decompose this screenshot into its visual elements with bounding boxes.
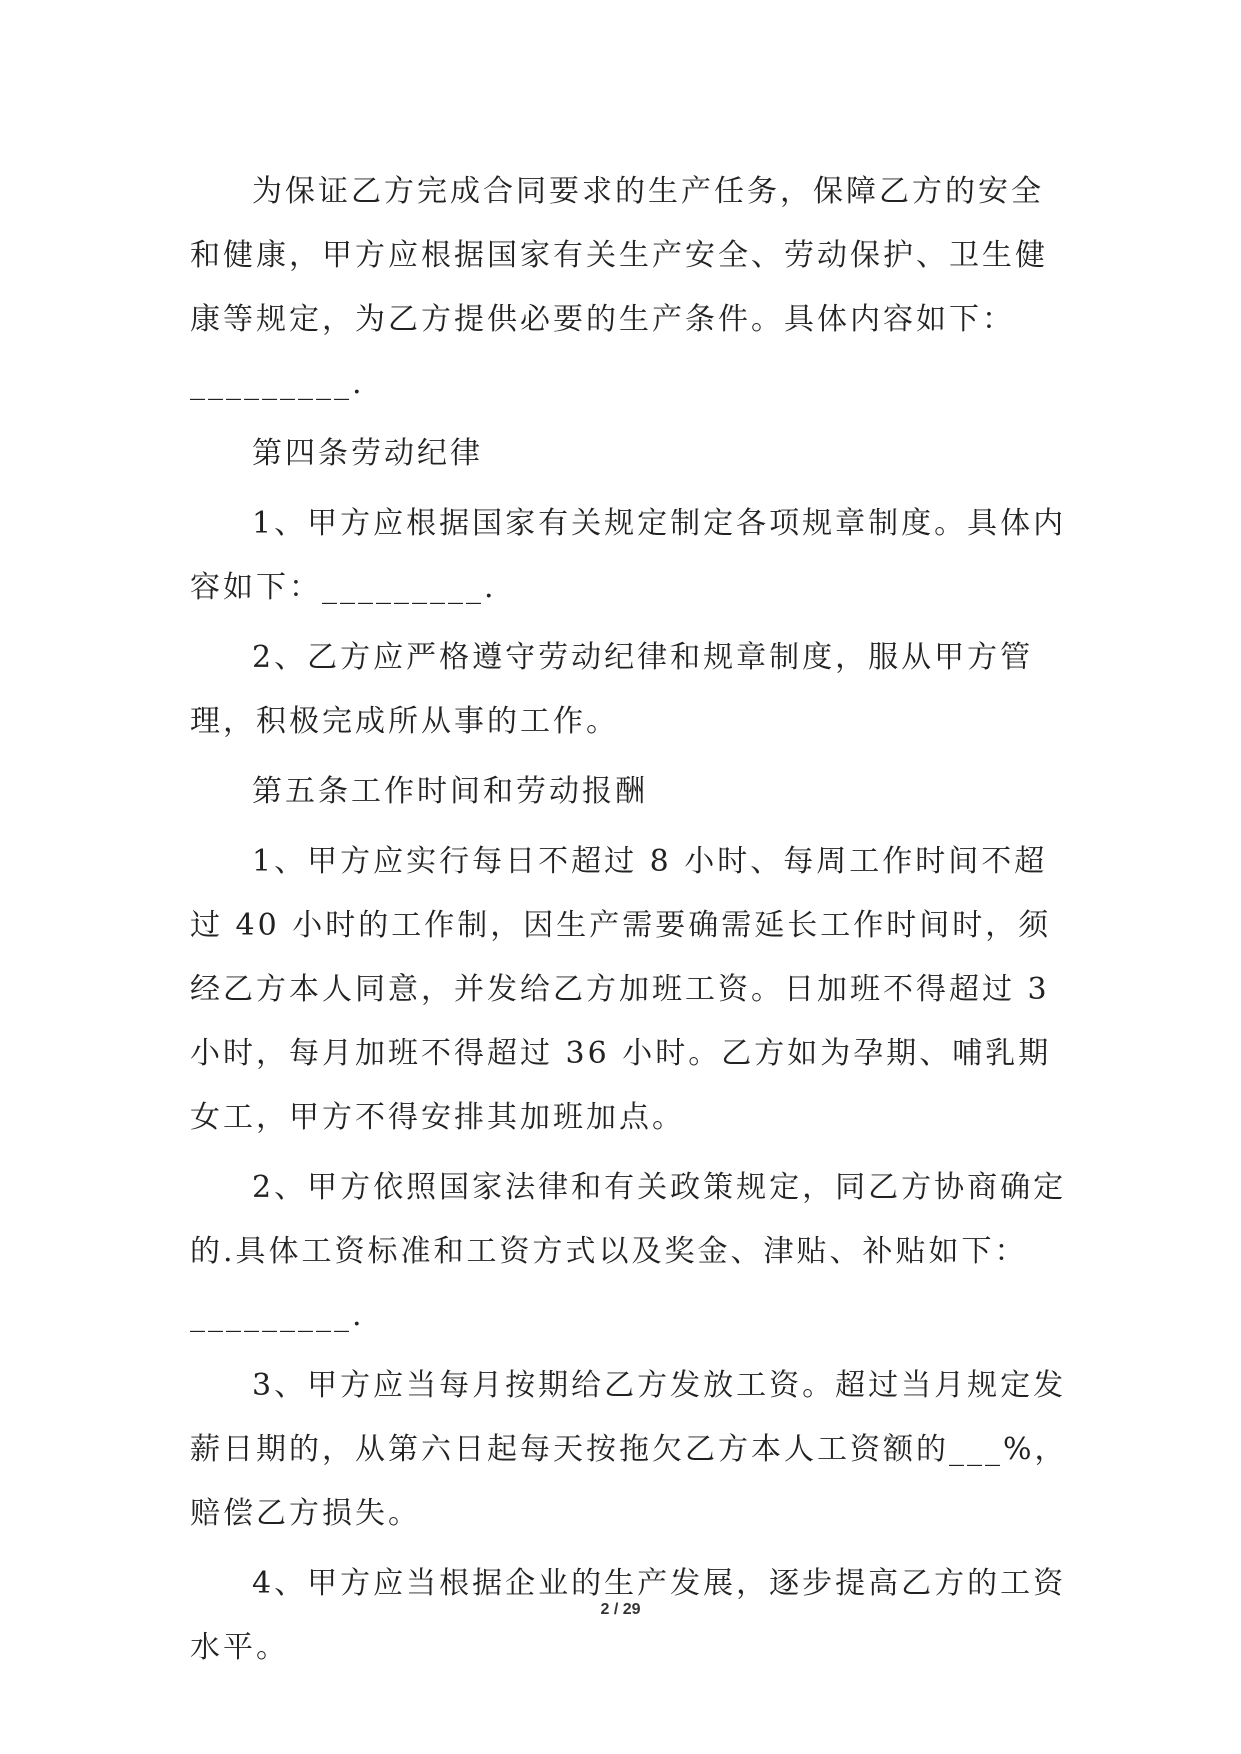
paragraph-safety-conditions: 为保证乙方完成合同要求的生产任务，保障乙方的安全和健康，甲方应根据国家有关生产安全、劳动保护、卫生健康等规定，为乙方提供必要的生产条件。具体内容如下：_________. [190,174,1048,401]
section-heading-labor-discipline: 第四条劳动纪律 [252,436,483,471]
paragraph-salary-standard: 2、甲方依照国家法律和有关政策规定，同乙方协商确定的.具体工资标准和工资方式以及奖金、津贴、补贴如下：_________. [190,1170,1067,1333]
section-heading-working-hours: 第五条工作时间和劳动报酬 [252,774,648,809]
page-number: 2 / 29 [600,1601,641,1618]
paragraph-salary-payment: 3、甲方应当每月按期给乙方发放工资。超过当月规定发薪日期的，从第六日起每天按拖欠乙方本人工资额的___%，赔偿乙方损失。 [190,1368,1068,1531]
paragraph-working-hours: 1、甲方应实行每日不超过 8 小时、每周工作时间不超过 40 小时的工作制，因生产需要确需延长工作时间时，须经乙方本人同意，并发给乙方加班工资。日加班不得超过 3 小时，每月加班不得超过 36 小时。乙方如为孕期、哺乳期女工，甲方不得安排其加班加点。 [190,844,1052,1135]
paragraph-obey-discipline: 2、乙方应严格遵守劳动纪律和规章制度，服从甲方管理，积极完成所从事的工作。 [190,640,1034,739]
paragraph-salary-increase: 4、甲方应当根据企业的生产发展，逐步提高乙方的工资水平。 [190,1566,1067,1665]
document-body [190,160,1075,1680]
paragraph-rules-content: 1、甲方应根据国家有关规定制定各项规章制度。具体内容如下：_________. [190,506,1067,605]
